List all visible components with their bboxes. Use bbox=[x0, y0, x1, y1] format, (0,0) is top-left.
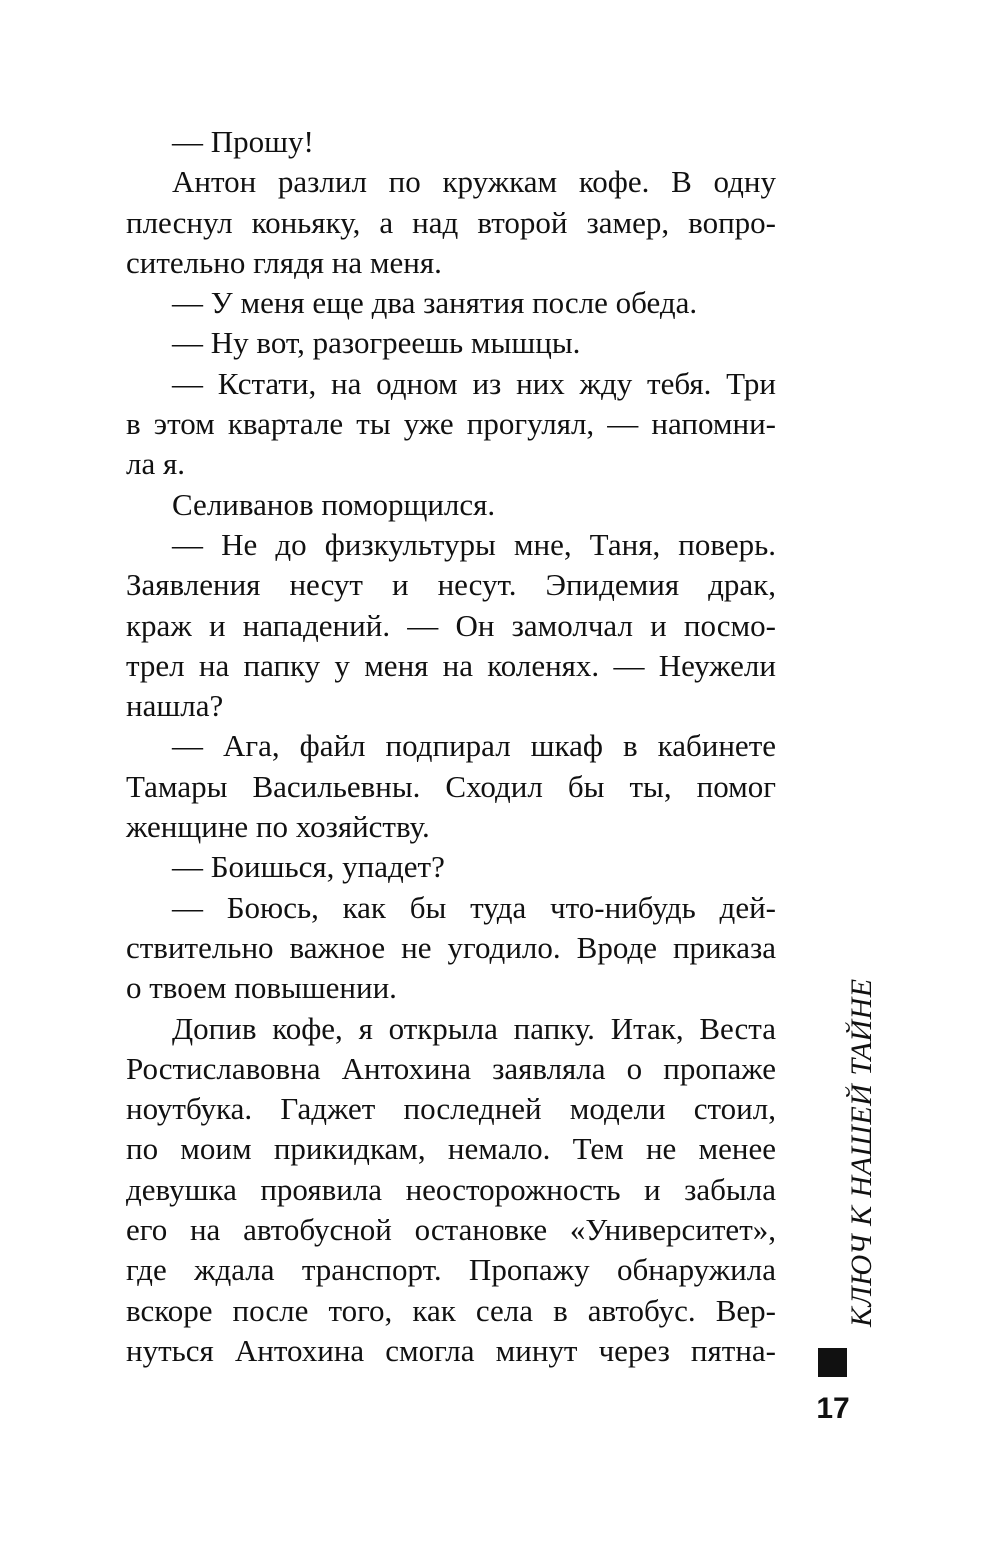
text-line: нашла? bbox=[126, 688, 224, 724]
text-line: ствительно важное не угодило. Вроде приказа bbox=[126, 929, 776, 965]
text-line: девушка проявила неосторожность и забыла bbox=[126, 1171, 776, 1207]
text-line: по моим прикидкам, немало. Тем не менее bbox=[126, 1131, 776, 1167]
text-line: — Прошу! bbox=[172, 124, 314, 159]
text-line: о твоем повышении. bbox=[126, 970, 397, 1006]
text-line: Ростиславовна Антохина заявляла о пропаже bbox=[126, 1050, 776, 1086]
text-line: Допив кофе, я открыла папку. Итак, Веста bbox=[172, 1010, 776, 1046]
text-line: нуться Антохина смогла минут через пятна- bbox=[126, 1332, 776, 1368]
text-line: — Не до физкультуры мне, Таня, поверь. bbox=[172, 526, 776, 562]
text-line: Селиванов поморщился. bbox=[172, 486, 496, 522]
text-line: ла я. bbox=[126, 446, 185, 482]
running-title: КЛЮЧ К НАШЕЙ ТАЙНЕ bbox=[845, 978, 878, 1327]
text-line: сительно глядя на меня. bbox=[126, 244, 442, 280]
text-line: ноутбука. Гаджет последней модели стоил, bbox=[126, 1091, 776, 1127]
page-number: 17 bbox=[816, 1392, 850, 1425]
text-line: вскоре после того, как села в автобус. Вер- bbox=[126, 1292, 776, 1328]
body-text bbox=[126, 122, 776, 1371]
text-line: — Ну вот, разогреешь мышцы. bbox=[172, 325, 581, 361]
text-line: трел на папку у меня на коленях. — Неужели bbox=[126, 647, 776, 683]
text-line: Заявления несут и несут. Эпидемия драк, bbox=[126, 567, 776, 603]
text-line: в этом квартале ты уже прогулял, — напомни- bbox=[126, 406, 776, 442]
text-line: его на автобусной остановке «Университет», bbox=[126, 1212, 776, 1248]
text-line: — У меня еще два занятия после обеда. bbox=[172, 285, 698, 321]
section-marker bbox=[818, 1348, 847, 1377]
text-line: Тамары Васильевны. Сходил бы ты, помог bbox=[126, 768, 776, 804]
text-line: — Боишься, упадет? bbox=[172, 849, 445, 885]
text-line: краж и нападений. — Он замолчал и посмо- bbox=[126, 607, 776, 643]
text-line: Антон разлил по кружкам кофе. В одну bbox=[172, 164, 776, 200]
text-line: женщине по хозяйству. bbox=[126, 809, 430, 845]
text-line: плеснул коньяку, а над второй замер, вопро- bbox=[126, 204, 776, 240]
text-line: — Боюсь, как бы туда что-нибудь дей- bbox=[172, 889, 776, 925]
text-line: — Кстати, на одном из них жду тебя. Три bbox=[172, 365, 776, 401]
text-line: где ждала транспорт. Пропажу обнаружила bbox=[126, 1252, 776, 1288]
text-line: — Ага, файл подпирал шкаф в кабинете bbox=[172, 728, 776, 764]
